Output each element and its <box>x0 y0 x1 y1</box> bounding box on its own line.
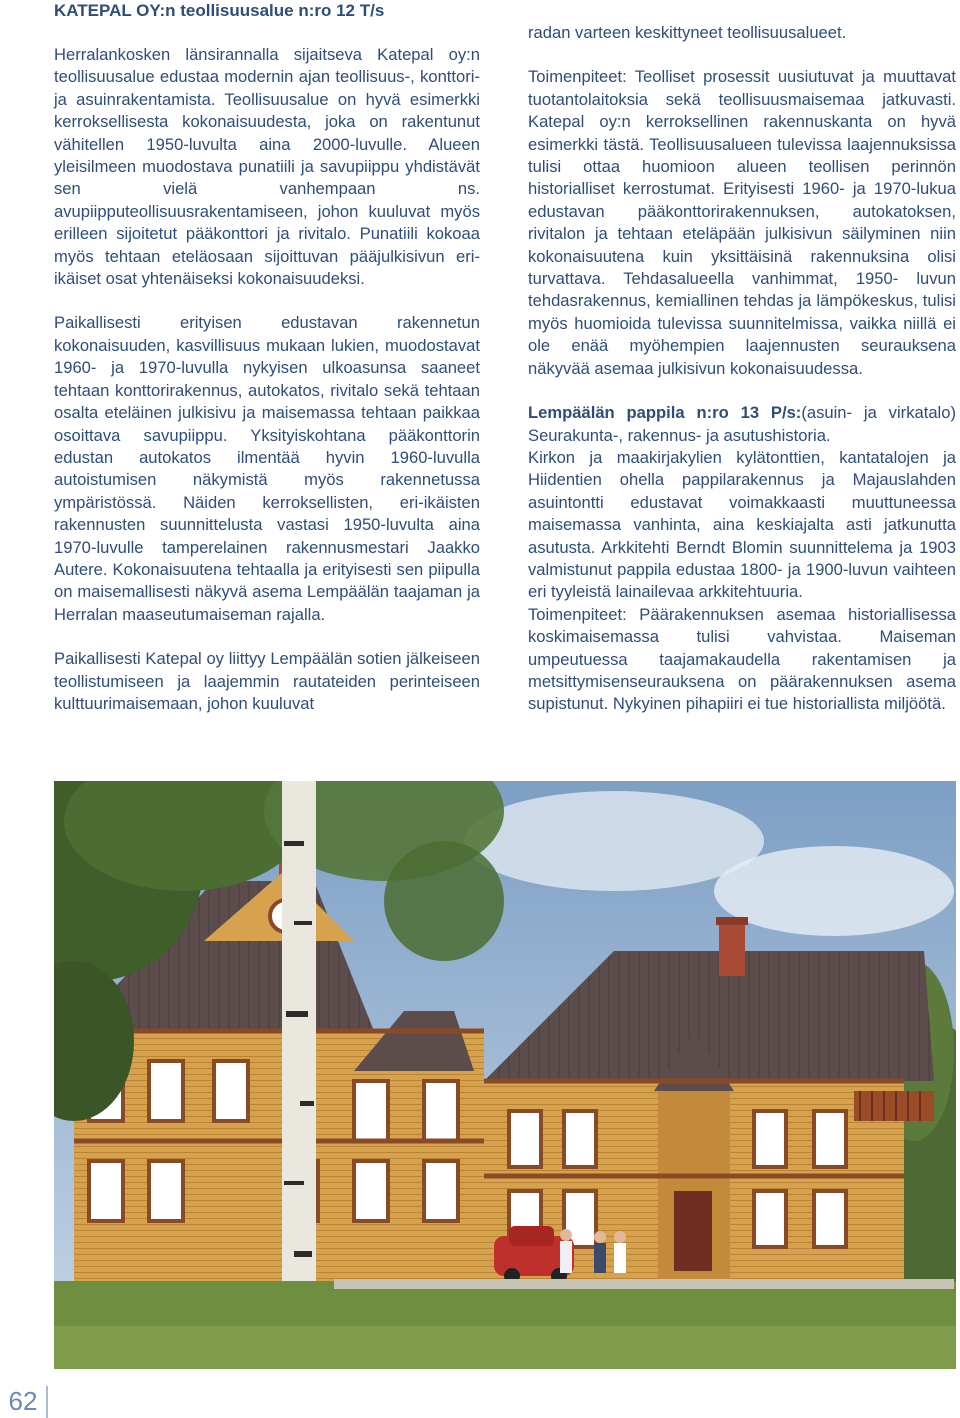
vicarage-photo <box>54 781 956 1369</box>
paragraph: Kirkon ja maakirjakylien kylätonttien, kantatalojen ja Hiidentien ohella pappilarakennus ja Majauslahden asuintontti edustavat voimakkaasti muuttuneessa maisemassa vanhinta, aina keskiajalta asti jatkunutta asutusta. Arkkitehti Berndt Blomin suunnittelema ja 1903 valmistunut pappila edustaa 1800- ja 1900-luvun vaihteen eri tyyleistä lainailevaa arkkitehtuuria. <box>528 447 956 602</box>
section-heading-pappila <box>528 402 956 447</box>
heading-rest: (asuin- ja virkatalo) Seurakunta-, rakennus- ja asutushistoria. <box>528 403 956 445</box>
page-number-divider <box>46 1386 48 1418</box>
paragraph: radan varteen keskittyneet teollisuusalueet. <box>528 23 847 42</box>
paragraph: Toimenpiteet: Päärakennuksen asemaa historiallisessa koskimaisemassa tulisi vahvistaa. Maiseman umpeutuessa taajamakaudella rakentamisen ja metsittymisenseurauksena on päärakennuksen asema supistunut. Nykyinen pihapiiri ei tue historiallista miljöötä. <box>528 604 956 714</box>
left-column <box>54 0 480 715</box>
paragraph: Paikallisesti Katepal oy liittyy Lempäälän sotien jälkeiseen teollistumiseen ja laajemmin rautateiden perinteiseen kulttuurimaisemaan, johon kuuluvat <box>54 649 480 713</box>
paragraph: Herralankosken länsirannalla sijaitseva Katepal oy:n teollisuusalue edustaa modernin ajan teollisuus-, konttori- ja asuinrakentamista. Teollisuusalue on hyvä esimerkki kerroksellisesta kokonaisuudesta, joka on rakentunut vähitellen 1950-luvulta aina 2000-luvulle. Alueen yleisilmeen muodostava punatiili ja savupiippu yhdistävät sen vielä vanhempaan ns. avupiipputeollisuusrakentamiseen, johon kuuluvat myös erilleen sijoitetut pääkonttori ja rivitalo. Punatiili kokoaa myös tehtaan eteläosaan sijoittuvan pääjulkisivun eri-ikäiset osat yhtenäiseksi kokonaisuudeksi. <box>54 45 480 289</box>
vicarage-illustration <box>54 781 956 1369</box>
paragraph: Paikallisesti erityisen edustavan rakennetun kokonaisuuden, kasvillisuus mukaan lukien, muodostavat 1960- ja 1970-luvulla nykyisen ulkoasunsa saaneet tehtaan konttorirakennus, autokatos, rivitalo sekä tehtaan osalta eteläinen julkisivu ja maisemassa tehtaan paikkaa osoittava savupiippu. Yksityiskohtana pääkonttorin edustan autokatos ilmentää hyvin 1960-luvulla autoistumisen näkymistä myös rakennetussa ympäristössä. Näiden kerroksellisten, eri-ikäisten rakennusten suunnittelusta vastasi 1950-luvulta aina 1970-luvulle tamperelainen rakennusmestari Jaakko Autere. Kokonaisuutena tehtaalla ja erityisesti sen piipulla on maisemallisesti näkyvä asema Lempäälän taajaman ja Herralan maaseutumaiseman rajalla. <box>54 313 480 624</box>
heading-bold: Lempäälän pappila n:ro 13 P/s: <box>528 403 802 423</box>
section-title-katepal: KATEPAL OY:n teollisuusalue n:ro 12 T/s <box>54 1 385 20</box>
right-column <box>528 22 956 716</box>
page-number: 62 <box>8 1386 38 1416</box>
paragraph: Toimenpiteet: Teolliset prosessit uusiutuvat ja muuttavat tuotantolaitoksia sekä teollisuusmaisemaa jatkuvasti. Katepal oy:n kerroksellinen rakennuskanta on hyvä esimerkki tästä. Teollisuusalueen tulevissa laajennuksissa tulisi ottaa huomioon alueen teollisen perinnön historialliset kerrostumat. Erityisesti 1960- ja 1970-lukua edustavan pääkonttorirakennuksen, autokatoksen, rivitalon ja tehtaan eteläpään julkisivun säilyminen niin kokonaisuutena kuin yksittäisinä rakennuksina olisi turvattava. Tehdasalueella vanhimmat, 1950- luvun tehdasrakennus, kemiallinen tehdas ja lämpökeskus, tulisi myös huomioida tulevissa suunnitelmissa, vaikka niillä ei ole enää myöhempien laajennusten seurauksena näkyvää asemaa julkisivun kokonaisuudessa. <box>528 67 956 378</box>
